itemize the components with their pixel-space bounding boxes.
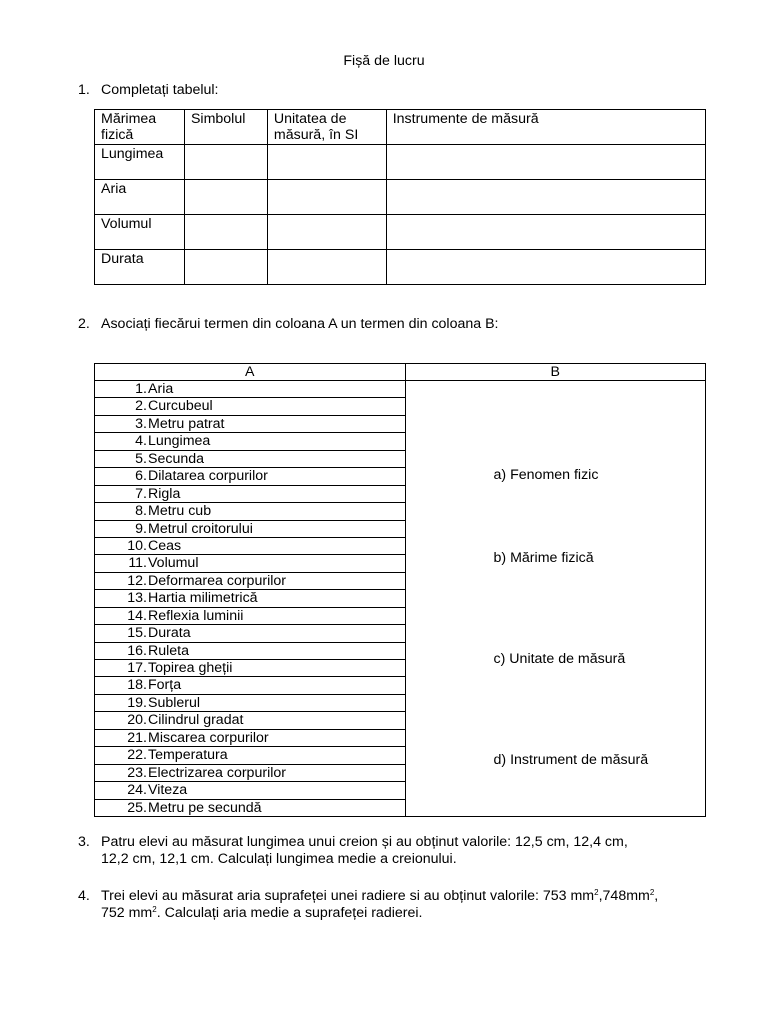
item-label: Forța: [148, 677, 182, 694]
item-label: Metru patrat: [148, 415, 225, 432]
table-row: [95, 250, 706, 285]
column-a-item: [95, 572, 406, 589]
item-number: 19.: [127, 694, 147, 711]
column-a-item: [95, 503, 406, 520]
question-2: [78, 316, 718, 333]
table-header-row: [95, 364, 706, 381]
text-fragment: 752 mm: [101, 905, 153, 921]
empty-cell[interactable]: [386, 145, 705, 180]
item-label: Viteza: [148, 782, 188, 799]
item-label: Curcubeul: [148, 398, 213, 415]
item-number: 10.: [127, 537, 147, 554]
item-number: 11.: [128, 555, 147, 572]
item-label: Aria: [148, 381, 174, 397]
item-number: 5.: [135, 450, 147, 467]
row-label: Durata: [95, 250, 185, 285]
item-number: 14.: [127, 607, 147, 624]
question-text: Asociați fiecărui termen din coloana A un termen din coloana B:: [101, 316, 499, 332]
column-a-item: [95, 677, 406, 694]
column-a-item: [95, 381, 406, 398]
item-label: Lungimea: [148, 433, 211, 450]
column-a-item: [95, 712, 406, 729]
question-3: [78, 834, 718, 868]
table-row: [95, 145, 706, 180]
empty-cell[interactable]: [184, 250, 267, 285]
text-fragment: Trei elevi au măsurat aria suprafeței unei radiere si au obținut valorile: 753 mm: [101, 888, 595, 904]
item-number: 23.: [127, 764, 147, 781]
column-a-item: [95, 537, 406, 554]
item-label: Deformarea corpurilor: [148, 572, 286, 589]
item-label: Sublerul: [148, 694, 201, 711]
item-label: Miscarea corpurilor: [148, 729, 269, 746]
item-number: 13.: [127, 590, 147, 607]
item-label: Ruleta: [148, 642, 190, 659]
column-a-item: [95, 660, 406, 677]
item-label: Rigla: [148, 485, 181, 502]
question-4: [78, 888, 738, 922]
column-a-item: [95, 415, 406, 432]
item-number: 16.: [127, 642, 147, 659]
row-label: Volumul: [95, 215, 185, 250]
empty-cell[interactable]: [386, 180, 705, 215]
quantities-table: [94, 109, 706, 285]
item-label: Volumul: [148, 555, 199, 572]
item-label: Electrizarea corpurilor: [148, 764, 286, 781]
column-a-item: [95, 782, 406, 799]
table-row: [95, 381, 706, 398]
empty-cell[interactable]: [267, 250, 386, 285]
item-number: 22.: [127, 747, 147, 764]
item-number: 1.: [135, 381, 147, 397]
column-a-item: [95, 764, 406, 781]
question-text: Completați tabelul:: [101, 82, 219, 98]
header-cell: Instrumente de măsură: [386, 110, 705, 145]
item-label: Dilatarea corpurilor: [148, 468, 268, 485]
empty-cell[interactable]: [267, 145, 386, 180]
page-title: Fișă de lucru: [343, 53, 425, 69]
table-row: [95, 180, 706, 215]
column-a-item: [95, 485, 406, 502]
item-number: 4.: [135, 433, 147, 450]
item-number: 17.: [127, 660, 147, 676]
item-number: 21.: [127, 729, 147, 746]
column-a-item: [95, 555, 406, 572]
item-number: 20.: [127, 712, 147, 729]
superscript: 2: [649, 888, 655, 897]
item-number: 24.: [127, 782, 147, 799]
matching-table: [94, 363, 706, 817]
item-number: 2.: [135, 398, 147, 415]
item-number: 15.: [127, 625, 147, 642]
question-number: 1.: [78, 82, 90, 98]
superscript: 2: [594, 888, 599, 897]
item-label: Metru cub: [148, 503, 212, 520]
column-b-options: [405, 381, 705, 817]
column-a-item: [95, 468, 406, 485]
empty-cell[interactable]: [386, 250, 705, 285]
item-number: 3.: [135, 415, 147, 432]
column-a-item: [95, 729, 406, 746]
item-number: 18.: [127, 677, 147, 694]
superscript: 2: [152, 905, 157, 914]
column-a-item: [95, 747, 406, 764]
column-a-item: [95, 450, 406, 467]
item-label: Durata: [148, 625, 191, 642]
item-number: 7.: [135, 485, 147, 502]
header-cell: Unitatea de măsură, în SI: [267, 110, 386, 145]
empty-cell[interactable]: [267, 215, 386, 250]
header-cell: Mărimea fizică: [95, 110, 185, 145]
text-fragment: ,: [654, 888, 659, 904]
item-label: Secunda: [148, 450, 205, 467]
question-line: [101, 888, 738, 905]
column-a-item: [95, 607, 406, 624]
option-b-item: b) Mărime fizică: [493, 550, 594, 566]
column-a-item: [95, 694, 406, 711]
empty-cell[interactable]: [386, 215, 705, 250]
item-label: Ceas: [148, 537, 182, 554]
question-number: 3.: [78, 834, 90, 850]
row-label: Lungimea: [95, 145, 185, 180]
column-a-item: [95, 590, 406, 607]
item-number: 9.: [135, 520, 147, 537]
item-number: 25.: [127, 799, 147, 816]
empty-cell[interactable]: [184, 215, 267, 250]
column-a-item: [95, 398, 406, 415]
item-label: Metrul croitorului: [148, 520, 253, 537]
item-number: 8.: [135, 503, 147, 520]
column-a-item: [95, 520, 406, 537]
column-a-item: [95, 642, 406, 659]
item-number: 12.: [127, 572, 147, 589]
column-a-header: A: [95, 364, 406, 381]
row-label: Aria: [95, 180, 185, 215]
column-a-item: [95, 625, 406, 642]
item-label: Hartia milimetrică: [148, 590, 258, 607]
text-fragment: ,748mm: [598, 888, 650, 904]
empty-cell[interactable]: [184, 180, 267, 215]
column-b-header: B: [405, 364, 705, 381]
header-cell: Simbolul: [184, 110, 267, 145]
option-b-item: d) Instrument de măsură: [493, 752, 649, 768]
table-header-row: [95, 110, 706, 145]
item-label: Topirea gheții: [148, 660, 233, 676]
item-label: Cilindrul gradat: [148, 712, 244, 729]
column-a-item: [95, 433, 406, 450]
item-label: Reflexia luminii: [148, 607, 244, 624]
question-line: 12,2 cm, 12,1 cm. Calculați lungimea medie a creionului.: [101, 851, 457, 867]
item-number: 6.: [135, 468, 147, 485]
table-row: [95, 215, 706, 250]
question-number: 2.: [78, 316, 90, 332]
option-b-item: c) Unitate de măsură: [493, 651, 626, 667]
item-label: Temperatura: [148, 747, 228, 764]
question-line: [101, 905, 738, 922]
empty-cell[interactable]: [267, 180, 386, 215]
text-fragment: . Calculați aria medie a suprafeței radierei.: [156, 905, 423, 921]
question-1: [78, 82, 718, 99]
question-line: Patru elevi au măsurat lungimea unui creion și au obținut valorile: 12,5 cm, 12,4 cm,: [101, 834, 628, 850]
column-a-item: [95, 799, 406, 816]
item-label: Metru pe secundă: [148, 799, 262, 816]
option-b-item: a) Fenomen fizic: [493, 467, 599, 483]
empty-cell[interactable]: [184, 145, 267, 180]
question-number: 4.: [78, 888, 90, 904]
